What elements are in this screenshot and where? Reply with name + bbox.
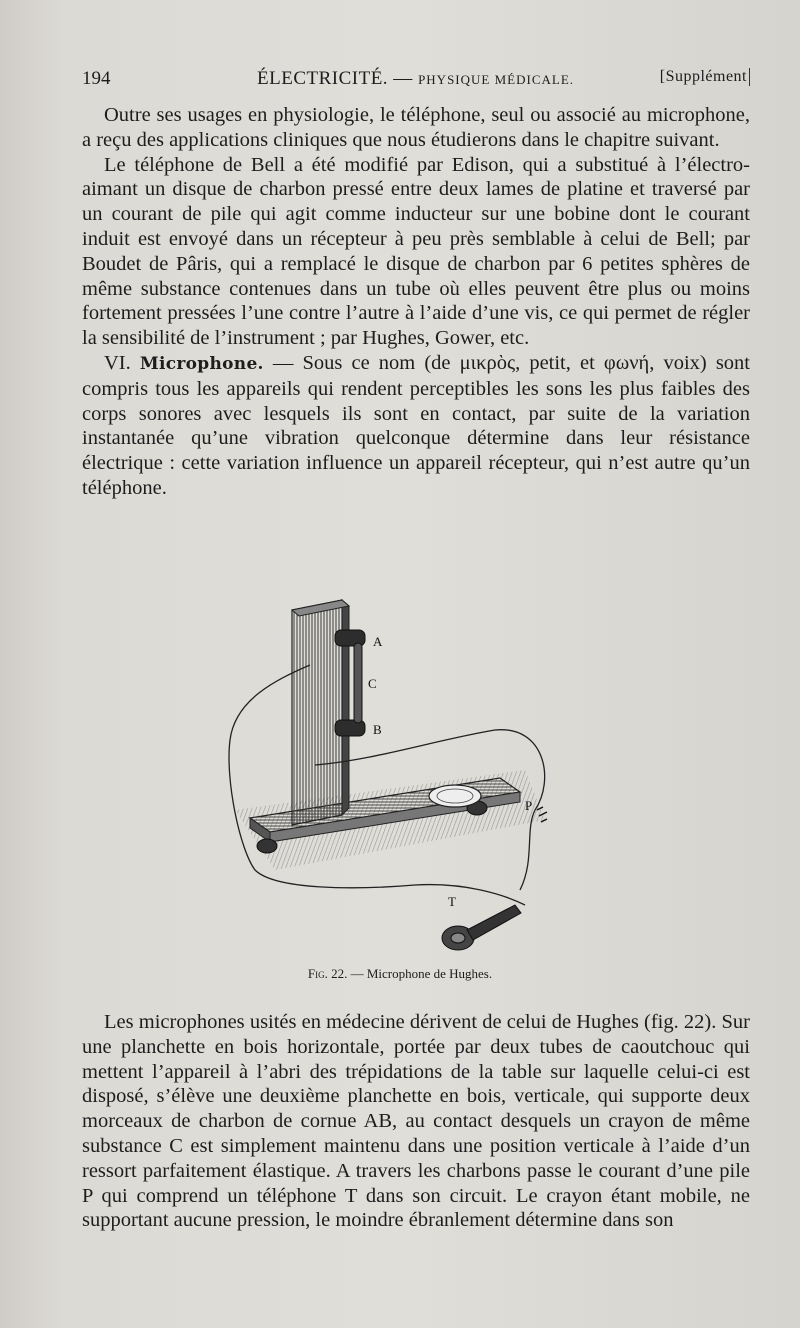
label-a: A	[373, 634, 383, 649]
paragraph-microphone	[82, 351, 750, 501]
page-number: 194	[82, 68, 111, 89]
rubber-tube-front	[257, 839, 277, 853]
label-t: T	[448, 894, 456, 909]
paragraph-hughes: Les microphones usités en médecine dérivent de celui de Hughes (fig. 22). Sur une planchette en bois horizontale, portée par deux tubes de caoutchouc qui mettent l’appareil à l’abri des trépidations de la table sur laquelle celui-ci est disposé, s’élève une deuxième planchette en bois, verticale, qui supporte deux morceaux de charbon de cornue AB, au contact desquels un crayon de même substance C est simplement maintenu dans une position verticale à l’aide d’un ressort parfaitement élastique. A travers les charbons passe le courant d’une pile P qui comprend un téléphone T dans son circuit. Le crayon étant mobile, ne supportant aucune pression, le moindre ébranlement détermine dans son	[82, 1011, 750, 1232]
supplement-label: [Supplément	[660, 68, 750, 86]
label-p: P	[525, 798, 533, 813]
page-header	[82, 68, 750, 96]
telephone-t-handle	[467, 905, 521, 940]
label-b: B	[373, 722, 382, 737]
carbon-pencil-c	[354, 643, 362, 723]
paragraph-edison: Le téléphone de Bell a été modifié par Edison, qui a substitué à l’électro-aimant un disque de charbon pressé entre deux lames de platine et traversé par un courant de pile qui agit comme inducteur sur une bobine dont le courant induit est envoyé dans un récepteur à peu près semblable à celui de Bell; par Boudet de Pâris, qui a remplacé le disque de charbon par 6 petites sphères de même substance contenues dans un tube où elles peuvent être plus ou moins fortement pressées l’une contre l’autre à l’aide d’une vis, ce qui permet de régler la sensibilité de l’instrument ; par Hughes, Gower, etc.	[82, 153, 750, 350]
text-block-top	[82, 103, 750, 501]
figure-caption-text: — Microphone de Hughes.	[347, 966, 493, 981]
section-title: Microphone.	[139, 353, 264, 374]
label-c: C	[368, 676, 377, 691]
vertical-board-front	[292, 600, 342, 825]
microphone-illustration	[215, 570, 555, 960]
figure-number: Fig. 22.	[307, 966, 348, 981]
telephone-t-ring	[451, 933, 465, 943]
section-number: VI.	[104, 351, 140, 374]
text-block-bottom	[82, 1010, 750, 1233]
figure-caption	[0, 966, 800, 982]
running-title-sub: PHYSIQUE MÉDICALE.	[418, 72, 575, 87]
section-body: — Sous ce nom (de μικρὸς, petit, et φωνή, voix) sont compris tous les appareils qui rendent perceptibles les sons les plus faibles des corps sonores avec lesquels ils sont en contact, par suite de la variation instantanée qu’une vibration quelconque détermine dans leur résistance électrique : cette variation influence un appareil récepteur, qui n’est autre qu’un téléphone.	[82, 351, 750, 499]
running-title	[257, 68, 574, 90]
running-title-main: ÉLECTRICITÉ. —	[257, 68, 419, 89]
paragraph-telephone-uses: Outre ses usages en physiologie, le téléphone, seul ou associé au microphone, a reçu des applications cliniques que nous étudierons dans le chapitre suivant.	[82, 104, 750, 151]
